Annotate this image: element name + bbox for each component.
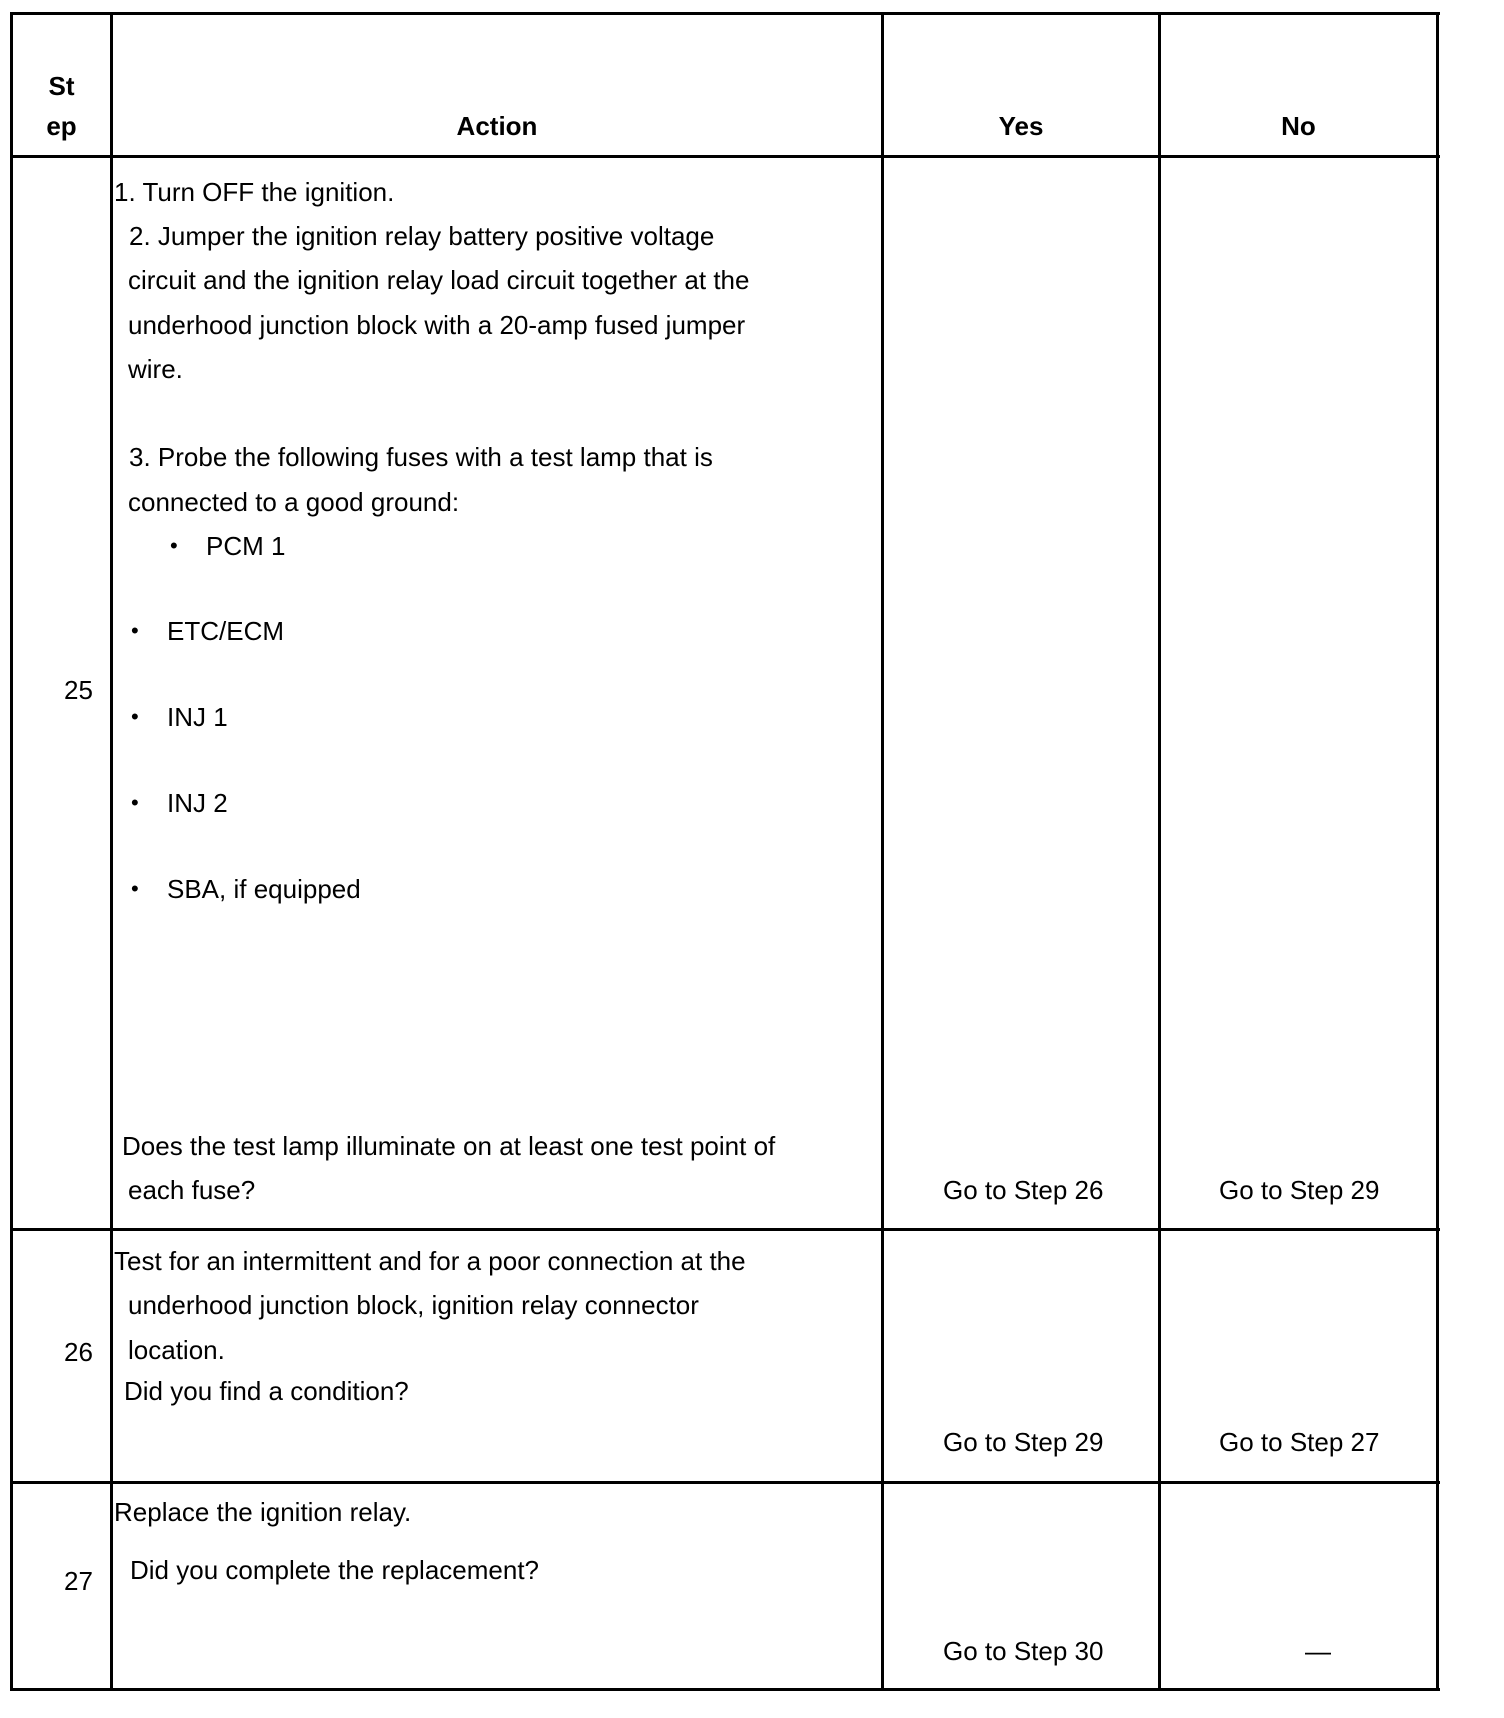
header-no: No bbox=[1281, 111, 1316, 141]
no-25: Go to Step 29 bbox=[1219, 1175, 1380, 1205]
header-action: Action bbox=[456, 111, 538, 141]
action-27-line1: Replace the ignition relay. bbox=[114, 1497, 412, 1527]
action-26-question: Did you find a condition? bbox=[124, 1376, 409, 1406]
step-number-25: 25 bbox=[64, 675, 93, 705]
no-26: Go to Step 27 bbox=[1219, 1427, 1380, 1457]
header-step-line2: ep bbox=[46, 111, 77, 141]
fuse-item: INJ 1 bbox=[167, 702, 228, 732]
col-divider-action-yes bbox=[881, 12, 884, 1691]
action-26-line1: Test for an intermittent and for a poor connection at the bbox=[114, 1246, 746, 1276]
action-25-item2-line2: circuit and the ignition relay load circuit together at the bbox=[128, 265, 750, 295]
action-25-question-line2: each fuse? bbox=[128, 1175, 256, 1205]
bullet-icon: • bbox=[131, 704, 139, 729]
yes-25: Go to Step 26 bbox=[943, 1175, 1104, 1205]
row-divider-26-27 bbox=[10, 1481, 1440, 1484]
header-step-line1: St bbox=[48, 71, 75, 101]
table-border-left bbox=[10, 12, 13, 1691]
row-divider-25-26 bbox=[10, 1228, 1440, 1231]
action-25-item2-line4: wire. bbox=[128, 354, 183, 384]
action-25-item3-line2: connected to a good ground: bbox=[128, 487, 460, 517]
bullet-icon: • bbox=[131, 618, 139, 643]
action-26-line3: location. bbox=[128, 1335, 225, 1365]
table-border-top bbox=[10, 12, 1440, 15]
fuse-item: SBA, if equipped bbox=[167, 874, 361, 904]
step-number-26: 26 bbox=[64, 1337, 93, 1367]
header-yes: Yes bbox=[998, 111, 1044, 141]
table-border-bottom bbox=[10, 1688, 1440, 1691]
bullet-icon: • bbox=[131, 790, 139, 815]
fuse-item: ETC/ECM bbox=[167, 616, 284, 646]
action-25-item3-line1: 3. Probe the following fuses with a test lamp that is bbox=[129, 442, 713, 472]
action-26-line2: underhood junction block, ignition relay connector bbox=[128, 1290, 699, 1320]
action-25-question-line1: Does the test lamp illuminate on at least one test point of bbox=[122, 1131, 776, 1161]
col-divider-yes-no bbox=[1158, 12, 1161, 1691]
action-25-item2-line1: 2. Jumper the ignition relay battery positive voltage bbox=[129, 221, 715, 251]
yes-27: Go to Step 30 bbox=[943, 1636, 1104, 1666]
table-border-right bbox=[1436, 12, 1439, 1691]
no-27: — bbox=[1305, 1636, 1331, 1666]
yes-26: Go to Step 29 bbox=[943, 1427, 1104, 1457]
bullet-icon: • bbox=[170, 533, 178, 558]
step-number-27: 27 bbox=[64, 1566, 93, 1596]
action-25-item2-line3: underhood junction block with a 20-amp fused jumper bbox=[128, 310, 746, 340]
bullet-icon: • bbox=[131, 876, 139, 901]
action-27-question: Did you complete the replacement? bbox=[130, 1555, 540, 1585]
fuse-item: PCM 1 bbox=[206, 531, 286, 561]
col-divider-step-action bbox=[110, 12, 113, 1691]
header-divider bbox=[10, 155, 1440, 158]
action-25-line1: 1. Turn OFF the ignition. bbox=[114, 177, 395, 207]
fuse-item: INJ 2 bbox=[167, 788, 228, 818]
